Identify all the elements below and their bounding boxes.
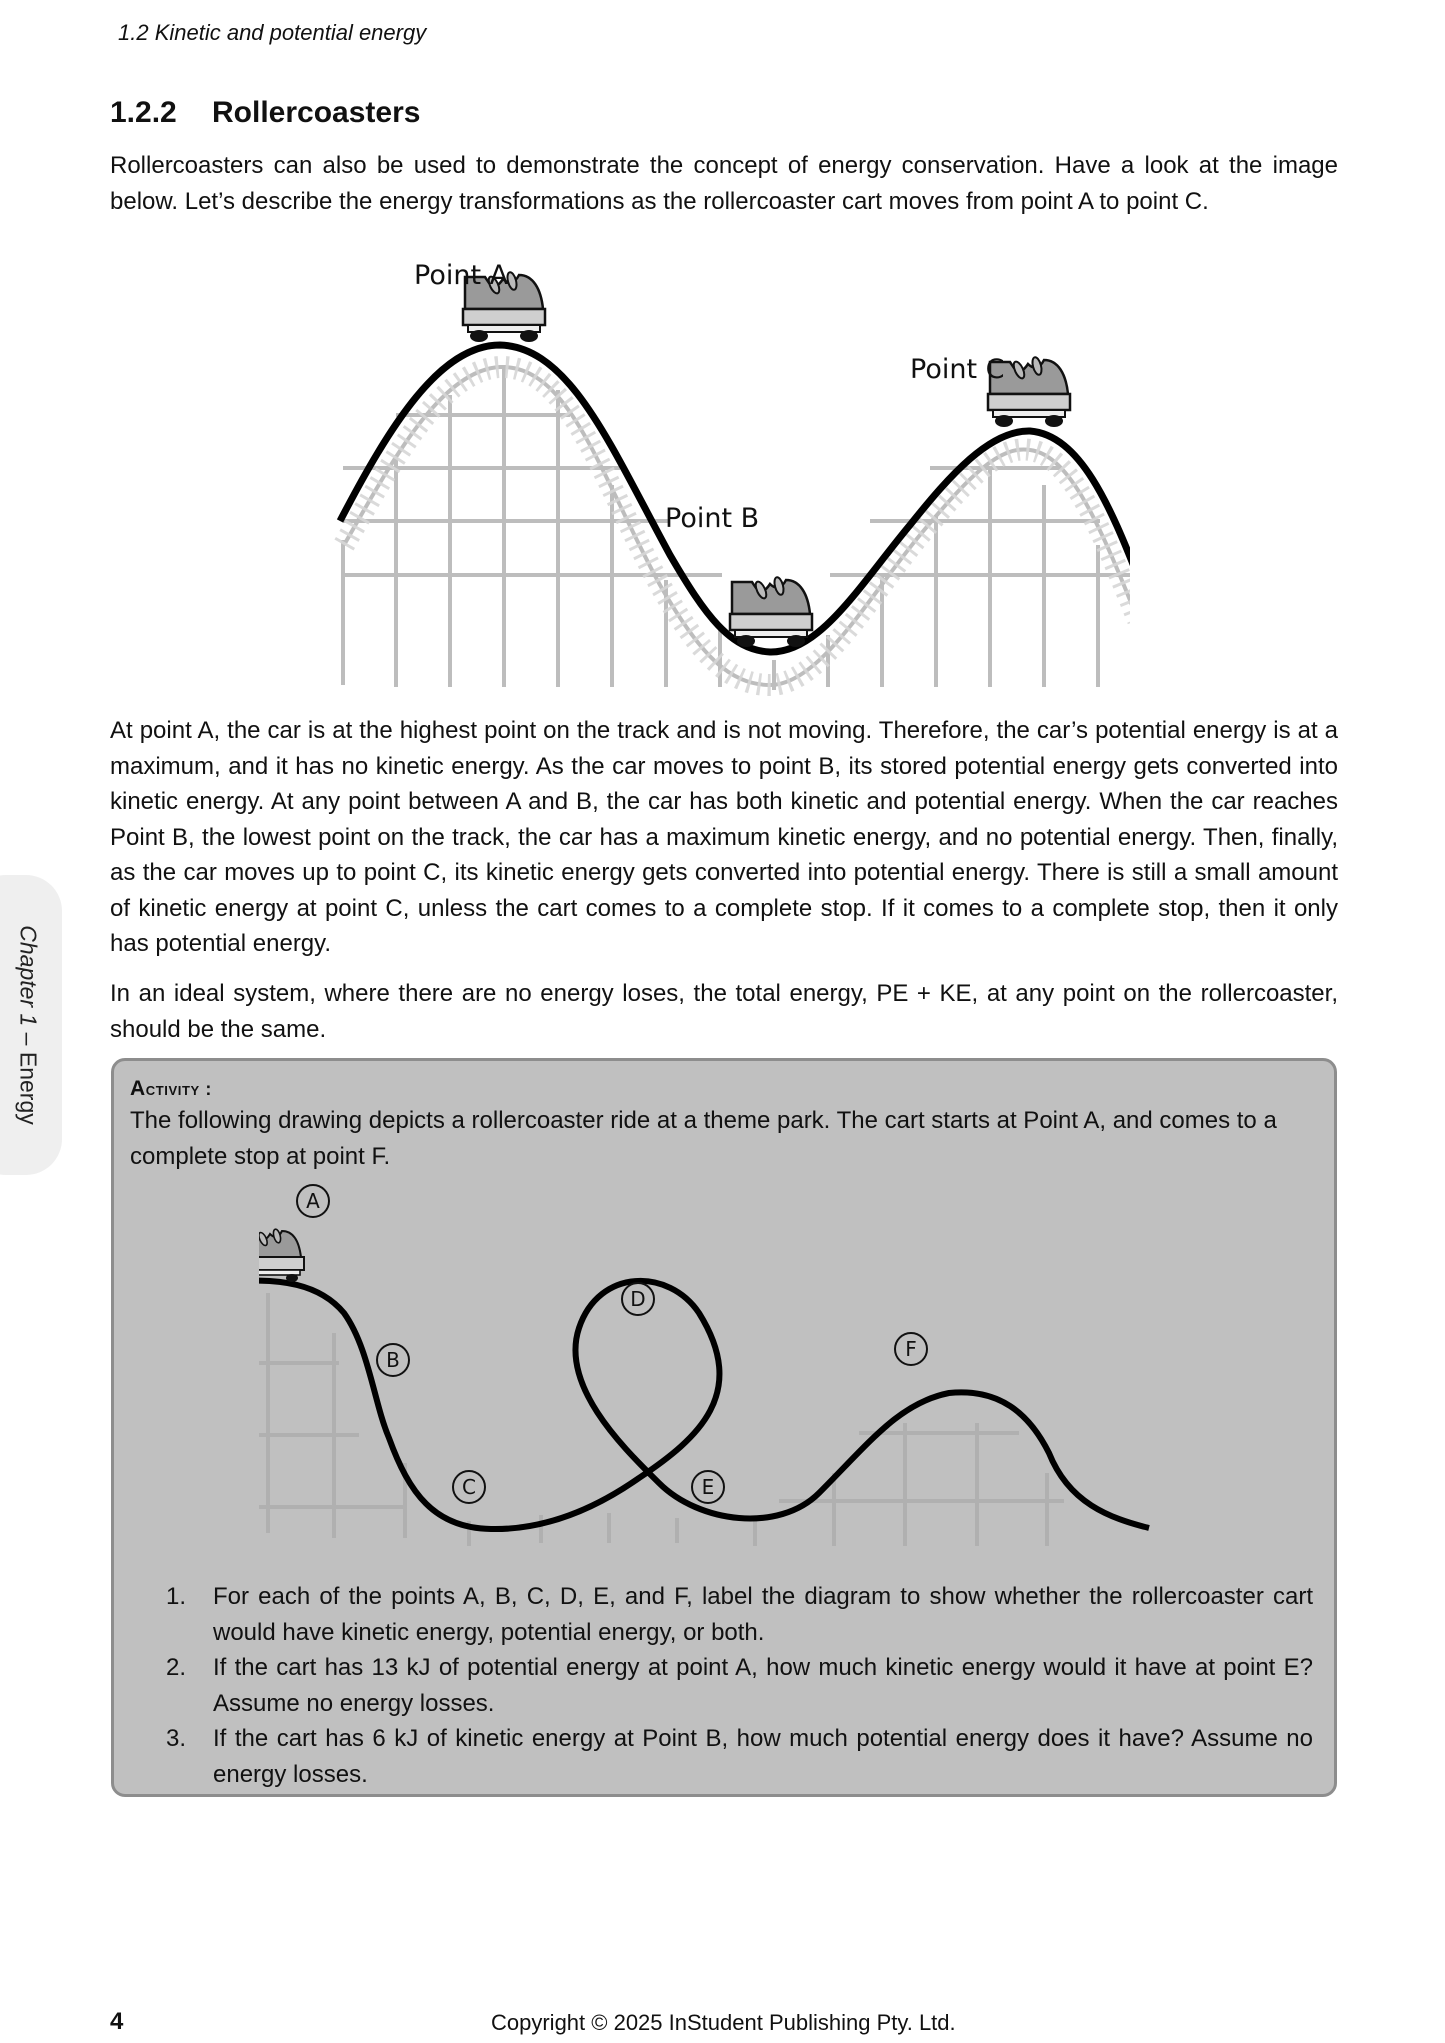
section-title bbox=[110, 96, 420, 130]
question-text: If the cart has 13 kJ of potential energy at point A, how much kinetic energy would it have at point E? Assume no energy losses. bbox=[213, 1654, 1313, 1717]
question-number: 3. bbox=[166, 1725, 187, 1752]
chapter-topic: Energy bbox=[15, 1051, 42, 1125]
activity-cart bbox=[259, 1228, 304, 1282]
point-marker-b bbox=[377, 1344, 409, 1376]
copyright: Copyright © 2025 InStudent Publishing Pty. Ltd. bbox=[491, 2010, 956, 2035]
rollercoaster-diagram bbox=[330, 255, 1130, 700]
question-item bbox=[150, 1579, 1313, 1650]
explanation-paragraph: At point A, the car is at the highest point on the track and is not moving. Therefore, the car’s potential energy is at a maximum, and it has no kinetic energy. As the car moves to point B, its stored potential energy gets converted into kinetic energy. At any point between A and B, the car has both kinetic and potential energy. When the car reaches Point B, the lowest point on the track, the car has a maximum kinetic energy, and no potential energy. Then, finally, as the car moves up to point C, its kinetic energy gets converted into potential energy. There is still a small amount of kinetic energy at point C, unless the cart comes to a complete stop. If it comes to a complete stop, then it only has potential energy. bbox=[110, 717, 1338, 957]
point-label-c: C bbox=[462, 1475, 476, 1499]
intro-paragraph: Rollercoasters can also be used to demonstrate the concept of energy conservation. Have a look at the image below. Let’s describe the energy transformations as the rollercoaster cart moves from point A to point C. bbox=[110, 152, 1338, 215]
activity-intro: The following drawing depicts a rollercoaster ride at a theme park. The cart starts at Point A, and comes to a complete stop at point F. bbox=[130, 1107, 1277, 1170]
activity-title bbox=[130, 1077, 212, 1101]
rollercoaster-figure bbox=[330, 255, 1130, 700]
question-list bbox=[150, 1579, 1313, 1792]
cart-point-b bbox=[730, 576, 812, 647]
point-label-e: E bbox=[701, 1475, 715, 1499]
question-number: 1. bbox=[166, 1583, 187, 1610]
question-text: If the cart has 6 kJ of kinetic energy at Point B, how much potential energy does it have? Assume no energy losses. bbox=[213, 1725, 1313, 1788]
ideal-system-paragraph: In an ideal system, where there are no energy loses, the total energy, PE + KE, at any point on the rollercoaster, should be the same. bbox=[110, 980, 1338, 1043]
point-marker-c bbox=[453, 1471, 485, 1503]
point-marker-f bbox=[895, 1333, 927, 1365]
label-point-b: Point B bbox=[665, 503, 760, 534]
running-head: 1.2 Kinetic and potential energy bbox=[118, 20, 427, 45]
section-name: Rollercoasters bbox=[212, 96, 421, 129]
chapter-tab-label bbox=[15, 925, 42, 1124]
point-label-a: A bbox=[306, 1189, 320, 1213]
chapter-number: Chapter 1 bbox=[15, 925, 42, 1027]
point-label-d: D bbox=[630, 1287, 646, 1311]
question-number: 2. bbox=[166, 1654, 187, 1681]
question-text: For each of the points A, B, C, D, E, and F, label the diagram to show whether the rollercoaster cart would have kinetic energy, potential energy, or both. bbox=[213, 1583, 1313, 1646]
activity-box bbox=[111, 1058, 1337, 1797]
point-marker-e bbox=[692, 1471, 724, 1503]
section-number: 1.2.2 bbox=[110, 96, 177, 129]
label-point-c: Point C bbox=[910, 354, 1005, 385]
question-item bbox=[150, 1650, 1313, 1721]
chapter-dash: – bbox=[15, 1026, 42, 1052]
activity-title-initial: A bbox=[130, 1077, 146, 1100]
activity-title-rest: ctivity : bbox=[145, 1079, 212, 1099]
question-item bbox=[150, 1721, 1313, 1792]
point-marker-a bbox=[297, 1185, 329, 1217]
point-label-f: F bbox=[905, 1337, 917, 1361]
activity-figure bbox=[259, 1173, 1319, 1613]
point-label-b: B bbox=[386, 1348, 400, 1372]
label-point-a: Point A bbox=[414, 260, 509, 291]
page-number: 4 bbox=[110, 2008, 124, 2035]
point-marker-d bbox=[622, 1283, 654, 1315]
activity-rollercoaster-diagram bbox=[259, 1173, 1319, 1613]
